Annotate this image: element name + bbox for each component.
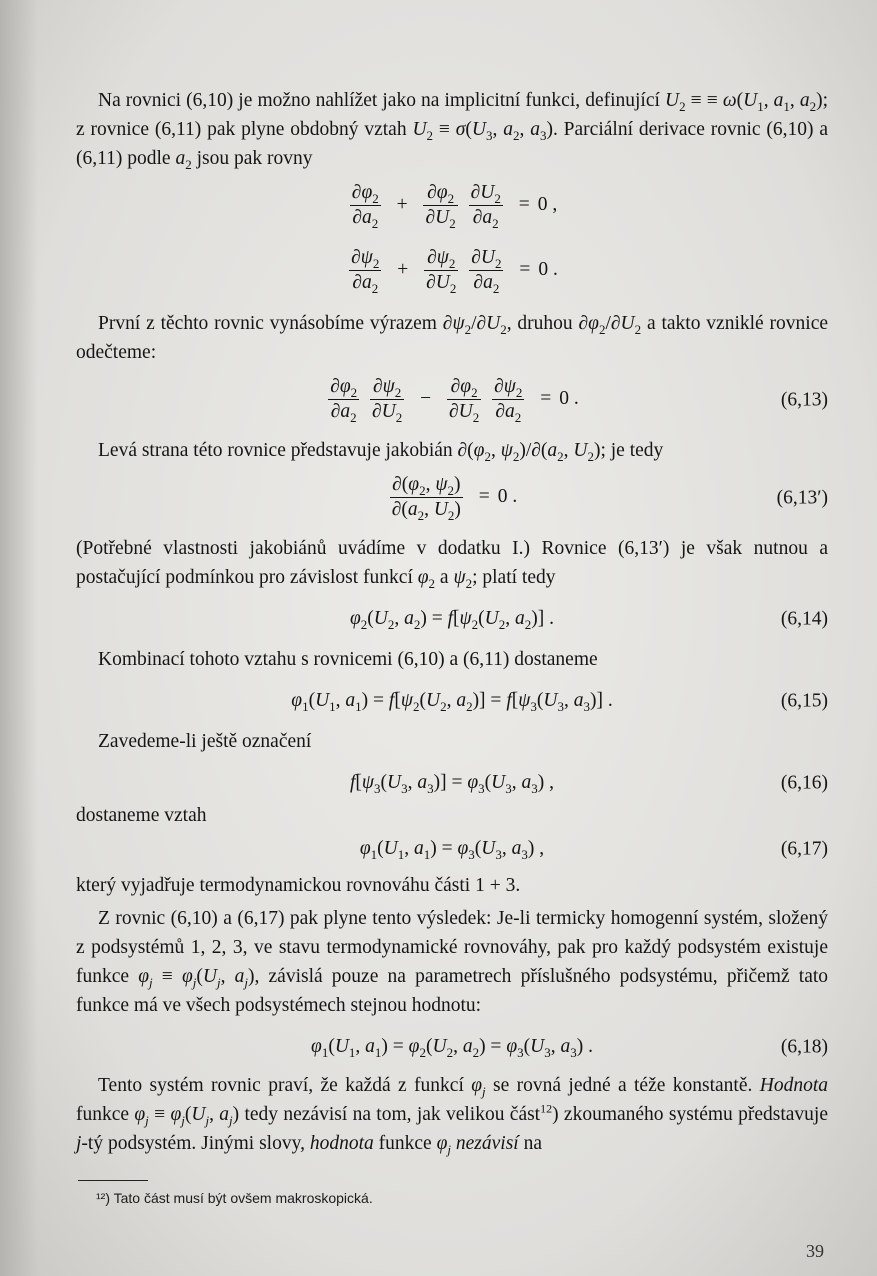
equation-number-6-18: (6,18) xyxy=(780,1036,828,1057)
paragraph-3: Levá strana této rovnice představuje jakobián $\partial(\varphi_2$, $\psi_2)/\partial(a_2$, $U_2$); je tedy xyxy=(98,440,664,464)
paragraph-6: Zavedeme-li ještě označení xyxy=(98,731,312,752)
equation-number-6-13: (6,13) xyxy=(780,389,828,410)
main-text xyxy=(76,86,828,1158)
footnote: ¹²) Tato část musí být ovšem makroskopická. xyxy=(96,1190,373,1206)
page-edge-shadow xyxy=(0,0,38,1276)
equation-6-13: $\frac{\partial\varphi_2}{\partial a_2}$ $\frac{\partial\psi_2}{\partial U_2}$ − $\frac{\partial\varphi_2}{\partial U_2}$ $\frac{\partial\psi_2}{\partial a_2}$ = 0 . (6,13) xyxy=(330,376,828,425)
equation-6-16: $f[\psi_3(U_3$, $a_3)] = \varphi_3(U_3$, $a_3$) , (6,16) xyxy=(76,768,828,797)
paragraph-1: Na rovnici (6,10) je možno nahlížet jako na implicitní funkci, definující $U_2$ ≡ ≡ $\omega(U_1$, $a_1$, $a_2$); z rovnice (6,11) pak plyne obdobný vztah $U_2 \equiv \sigma(U_3$, $a_2$, $a_3$). Parciální derivace rovnic (6,10) a (6,11) podle $a_2$ jsou pak rovny xyxy=(76,90,829,172)
equation-number-6-15: (6,15) xyxy=(780,690,828,711)
equation-a: $\frac{\partial\varphi_2}{\partial a_2}$ + $\frac{\partial\varphi_2}{\partial U_2}$ $\frac{\partial U_2}{\partial a_2}$ = 0 , xyxy=(351,182,558,231)
paragraph-8: který vyjadřuje termodynamickou rovnováhu části 1 + 3. xyxy=(76,875,521,896)
equation-number-6-14: (6,14) xyxy=(780,608,828,629)
paragraph-7: dostaneme vztah xyxy=(76,805,207,826)
paragraph-2: První z těchto rovnic vynásobíme výrazem $\partial\psi_2/\partial U_2$, druhou $\partial\varphi_2/\partial U_2$ a takto vzniklé rovnice odečteme: xyxy=(76,313,829,363)
equation-6-17: $\varphi_1(U_1$, $a_1) = \varphi_3(U_3$, $a_3$) , (6,17) xyxy=(76,834,828,863)
paragraph-10: Tento systém rovnic praví, že každá z funkcí $\varphi_j$ se rovná jedné a téže konstantě. Hodnota funkce $\varphi_j \equiv \varphi_j(U_j$, $a_j$) tedy nezávisí na tom, jak velikou část$^{12}$) zkoumaného systému představuje j-tý podsystém. Jinými slovy, hodnota funkce $\varphi_j$ nezávisí na xyxy=(76,1075,828,1157)
equation-6-18: $\varphi_1(U_1$, $a_1) = \varphi_2(U_2$, $a_2) = \varphi_3(U_3$, $a_3$) . (6,18) xyxy=(76,1032,828,1061)
paragraph-5: Kombinací tohoto vztahu s rovnicemi (6,10) a (6,11) dostaneme xyxy=(98,649,598,670)
equation-number-6-17: (6,17) xyxy=(780,838,828,859)
page-number: 39 xyxy=(806,1241,824,1261)
equation-6-14: $\varphi_2(U_2$, $a_2) = f[\psi_2(U_2$, $a_2$)] . (6,14) xyxy=(76,604,828,633)
equation-number-6-16: (6,16) xyxy=(780,772,828,793)
equation-number-6-13-prime: (6,13′) xyxy=(776,487,828,508)
paragraph-9: Z rovnic (6,10) a (6,17) pak plyne tento výsledek: Je-li termicky homogenní systém, složený z podsystémů 1, 2, 3, ve stavu termodynamické rovnováhy, pak pro každý podsystém existuje funkce $\varphi_j \equiv \varphi_j(U_j$, $a_j$), závislá pouze na parametrech příslušného podsystému, přičemž tato funkce má ve všech podsystémech stejnou hodnotu: xyxy=(76,908,829,1016)
equation-b: $\frac{\partial\psi_2}{\partial a_2}$ + $\frac{\partial\psi_2}{\partial U_2}$ $\frac{\partial U_2}{\partial a_2}$ = 0 . xyxy=(351,247,558,296)
footnote-rule xyxy=(78,1180,148,1181)
equation-6-15: $\varphi_1(U_1$, $a_1) = f[\psi_2(U_2$, $a_2)] = f[\psi_3(U_3$, $a_3$)] . (6,15) xyxy=(76,686,828,715)
paragraph-4: (Potřebné vlastnosti jakobiánů uvádíme v dodatku I.) Rovnice (6,13′) je však nutnou a postačující podmínkou pro závislost funkcí $\varphi_2$ a $\psi_2$; platí tedy xyxy=(76,538,828,591)
equation-6-13-prime: $\frac{\partial(\varphi_2, \psi_2)}{\partial(a_2, U_2)}$ = 0 . (6,13′) xyxy=(391,474,828,523)
